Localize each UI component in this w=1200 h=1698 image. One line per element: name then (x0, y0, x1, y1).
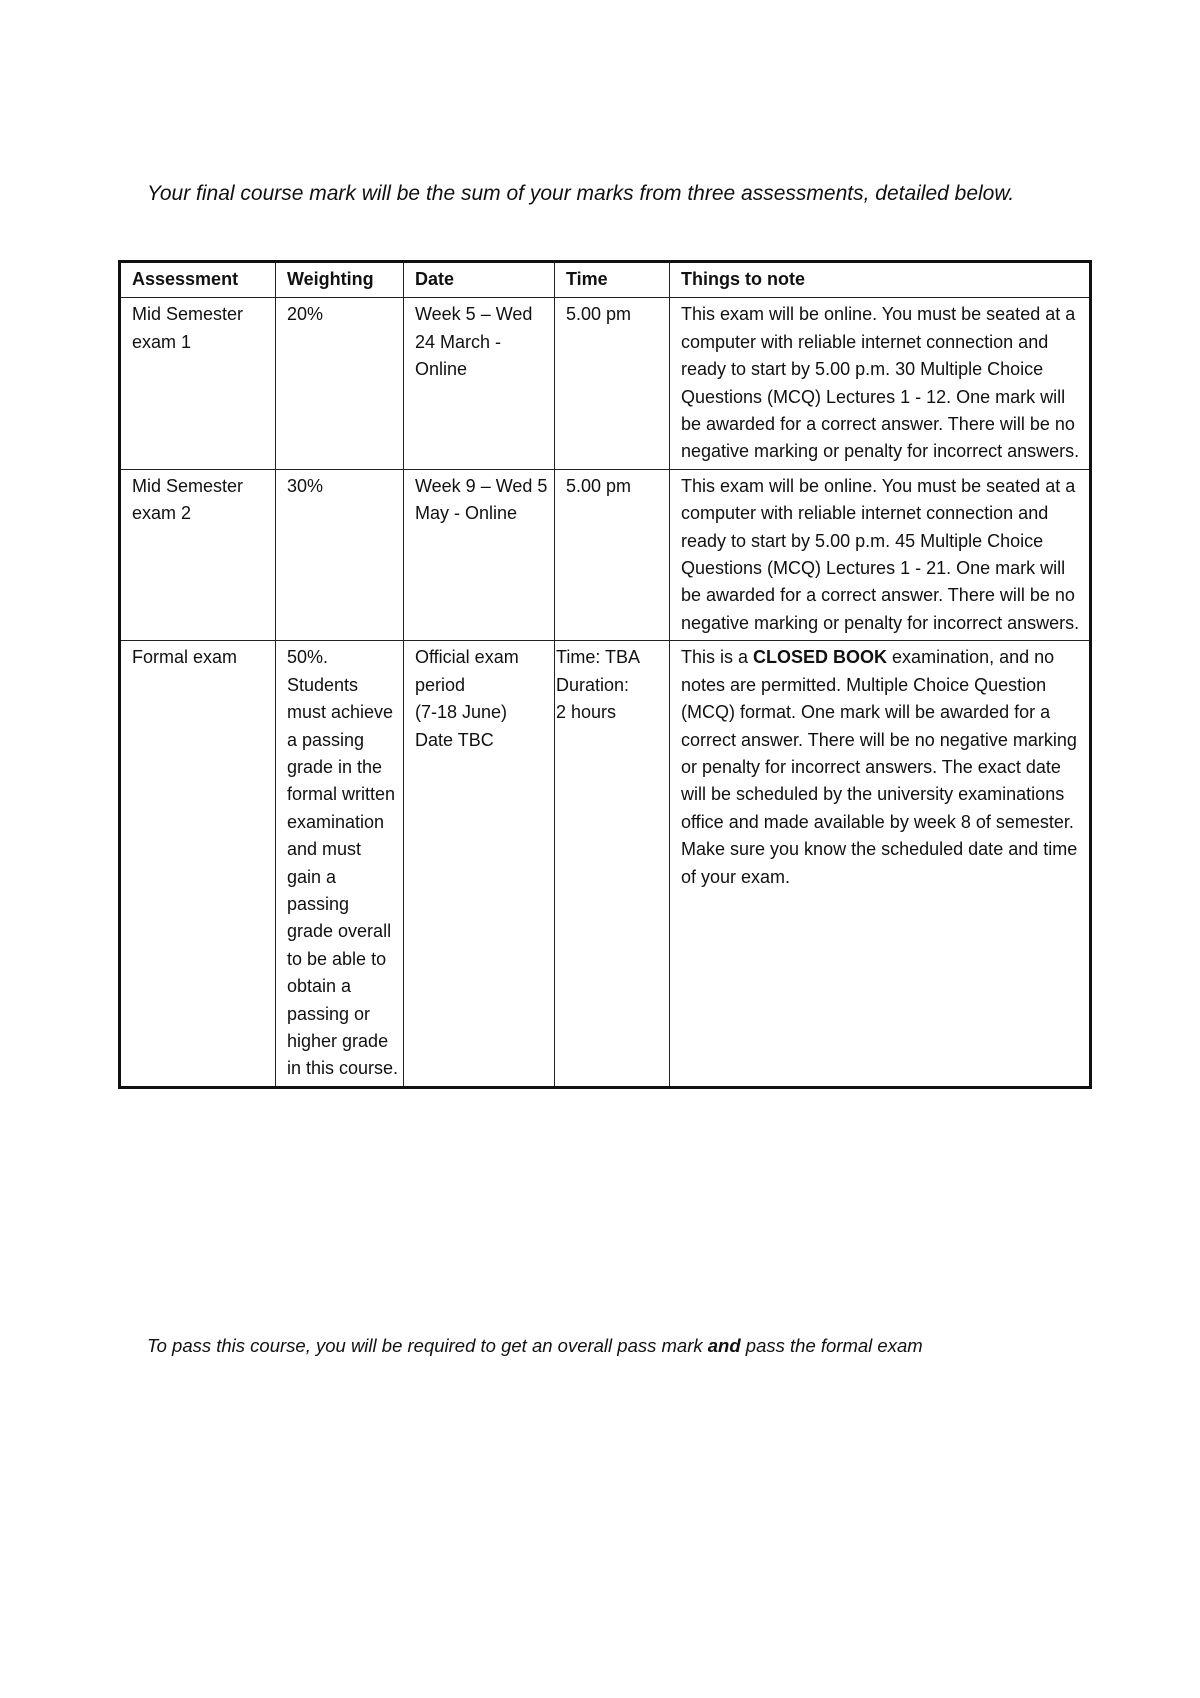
header-time: Time (555, 262, 670, 298)
header-date: Date (404, 262, 555, 298)
cell-notes: This exam will be online. You must be seated at a computer with reliable internet connection and ready to start by 5.00 p.m. 45 Multiple Choice Questions (MCQ) Lectures 1 - 21. One mark will be awarded for a correct answer. There will be no negative marking or penalty for incorrect answers. (670, 469, 1091, 640)
closed-book-text: CLOSED BOOK (753, 647, 888, 668)
date-period-text: Official exam period (415, 647, 519, 695)
cell-time: 5.00 pm (555, 298, 670, 469)
cell-time: 5.00 pm (555, 469, 670, 640)
table-header-row (120, 262, 1091, 298)
footer-text-before: To pass this course, you will be required to get an overall pass mark (147, 1335, 708, 1356)
cell-date: Week 5 – Wed 24 March - Online (404, 298, 555, 469)
cell-weighting: 30% (276, 469, 404, 640)
assessment-table (118, 260, 1092, 1089)
duration-label: Duration: (556, 674, 630, 695)
header-things-to-note: Things to note (670, 262, 1091, 298)
pass-requirement-note (147, 1333, 1047, 1359)
footer-and-text: and (707, 1335, 741, 1356)
intro-text: Your final course mark will be the sum of your marks from three assessments, detailed below. (147, 182, 1015, 205)
time-tba-text: Time: TBA (556, 647, 641, 668)
cell-weighting: 20% (276, 298, 404, 469)
cell-notes (670, 641, 1091, 1088)
cell-date: Week 9 – Wed 5 May - Online (404, 469, 555, 640)
notes-text-before: This is a (681, 647, 754, 668)
cell-weighting: 50%. Students must achieve a passing grade in the formal written examination and must gain a passing grade overall to be able to obtain a passing or higher grade in this course. (276, 641, 404, 1088)
cell-notes: This exam will be online. You must be seated at a computer with reliable internet connection and ready to start by 5.00 p.m. 30 Multiple Choice Questions (MCQ) Lectures 1 - 12. One mark will be awarded for a correct answer. There will be no negative marking or penalty for incorrect answers. (670, 298, 1091, 469)
header-assessment: Assessment (120, 262, 276, 298)
cell-date (404, 641, 555, 1088)
table-row (120, 298, 1091, 469)
table-row (120, 469, 1091, 640)
date-tbc-text: Date TBC (415, 729, 494, 750)
cell-assessment: Mid Semester exam 2 (120, 469, 276, 640)
header-weighting: Weighting (276, 262, 404, 298)
duration-value: 2 hours (556, 702, 617, 723)
cell-assessment: Formal exam (120, 641, 276, 1088)
footer-text-after: pass the formal exam (740, 1335, 923, 1356)
cell-time (555, 641, 670, 1088)
date-range-text: (7-18 June) (415, 702, 508, 723)
cell-assessment: Mid Semester exam 1 (120, 298, 276, 469)
table-row (120, 641, 1091, 1088)
notes-text-after: examination, and no notes are permitted. Multiple Choice Question (MCQ) format. One mark will be awarded for a correct answer. There will be no negative marking or penalty for incorrect answers. The exact date will be scheduled by the university examinations office and made available by week 8 of semester. Make sure you know the scheduled date and time of your exam. (681, 647, 1078, 887)
